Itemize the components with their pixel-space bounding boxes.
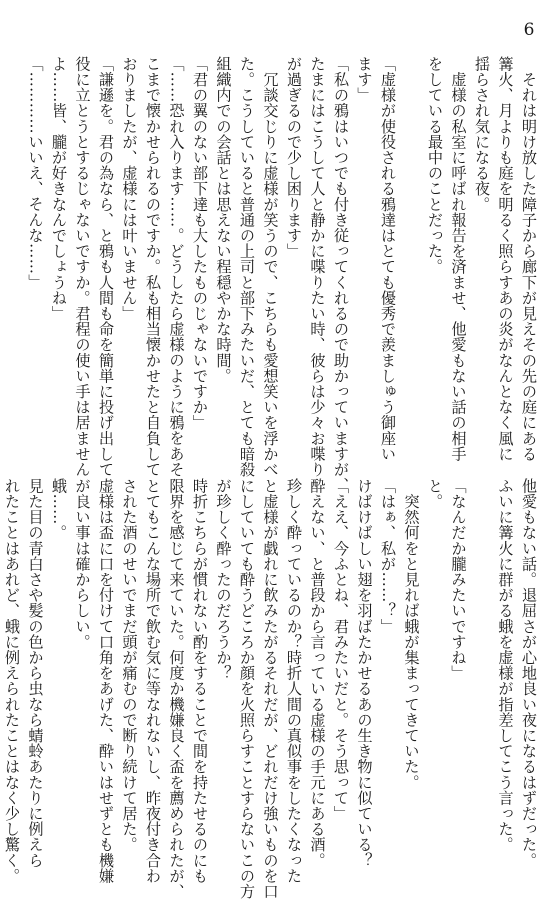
text-line: 役に立とうとするじゃないですか。君程の使い手は居ません bbox=[73, 56, 92, 478]
text-line: 珍しく酔っているのか？時折人間の真似事をしたくなった bbox=[285, 478, 303, 884]
text-line: をしている最中のことだった。 bbox=[426, 56, 444, 275]
text-line bbox=[470, 478, 494, 878]
text-line: 虚様の私室に呼ばれ報告を済ませ、他愛もない話の相手 bbox=[449, 56, 468, 462]
text-line: れたことはあれど、蛾に例えられたことはなく少し驚く。 bbox=[3, 478, 21, 884]
text-line: ます」 bbox=[355, 56, 374, 103]
text-line: 「なんだか朧みたいですね」 bbox=[449, 478, 468, 681]
text-line: 「…………いいえ、そんな……」 bbox=[26, 56, 45, 290]
text-line: 「虚様が使役される鴉達はとても優秀で羨ましゅう御座い bbox=[379, 56, 397, 462]
page-number: 6 bbox=[523, 20, 535, 40]
text-line: よ……皆、朧が好きなんでしょうね」 bbox=[50, 56, 68, 322]
text-line: 「はぁ、私が……？」 bbox=[379, 478, 397, 634]
text-line: おりましたが、虚様には叶いません」 bbox=[120, 56, 139, 322]
text-line: 限界を感じて来ていた。何度か機嫌良く盃を薦められたが、 bbox=[167, 478, 186, 900]
text-line: た。こうしていると普通の上司と部下みたいだ、とても暗殺 bbox=[238, 56, 256, 478]
text-line: こまで懐かせられるのですか。私も相当懐かせたと自負して bbox=[144, 56, 162, 478]
text-line: 「君の翼のない部下達も大したものじゃないですか」 bbox=[191, 56, 209, 431]
text-line: 「私の鴉はいつでも付き従ってくれるので助かっていますが、 bbox=[332, 56, 350, 493]
text-line: 「……恐れ入ります……。どうしたら虚様のように鴉をあそ bbox=[167, 56, 186, 478]
text-line: 他愛もない話。退屈さが心地良い夜になるはずだった。 bbox=[520, 478, 538, 868]
text-line: たまにはこうして人と静かに喋りたい時、彼らは少々お喋り bbox=[308, 56, 327, 478]
text-line: が過ぎるので少し困ります」 bbox=[285, 56, 303, 259]
text-line: 酔えない、と普段から言っている虚様の手元にある酒。 bbox=[308, 478, 327, 868]
text-line: と。 bbox=[426, 478, 444, 510]
text-line: 組織内での会話とは思えない程穏やかな時間。 bbox=[214, 56, 233, 384]
text-line: 揺らされ気になる夜。 bbox=[473, 56, 491, 212]
text-block-bottom bbox=[0, 478, 540, 900]
text-line: 虚様は盃に口を付けて口角をあげた、酔いはせずとも機嫌 bbox=[97, 478, 115, 884]
text-line: 篝火、月よりも庭を明るく照らすあの炎がなんとなく風に bbox=[496, 56, 515, 462]
text-line: された酒のせいでまだ頭が痛むので断り続けて居た。 bbox=[120, 478, 139, 853]
text-block-top bbox=[23, 56, 540, 493]
text-line: が良い事は確からしい。 bbox=[73, 478, 92, 650]
text-line: 時折こちらが慣れない酌をすることで間を持たせるのにも bbox=[191, 478, 209, 884]
text-line: 突然何をと見れば蛾が集まってきていた。 bbox=[402, 478, 421, 790]
text-line: ふいに篝火に群がる蛾を虚様が指差してこう言った。 bbox=[496, 478, 515, 853]
text-line: 冗談交じりに虚様が笑うので、こちらも愛想笑いを浮かべ bbox=[261, 56, 280, 478]
text-line: 見た目の青白さや髪の色から虫なら蜻蛉あたりに例えら bbox=[26, 478, 45, 868]
text-line: とてもこんな場所で飲む気に等なれないし、昨夜付き合わ bbox=[144, 478, 162, 884]
text-line: 「謙遜を。君の為なら、と鴉も人間も命を簡単に投げ出して bbox=[97, 56, 115, 478]
text-line: が珍しく酔ったのだろうか？ bbox=[214, 478, 233, 681]
text-line: 蛾……。 bbox=[50, 478, 68, 541]
text-line: 「ええ、今ふとね、君みたいだと。そう思って」 bbox=[332, 478, 350, 822]
text-line bbox=[399, 56, 423, 416]
text-line: けばけばしい翅を羽ばたかせるあの生き物に似ている？ bbox=[355, 478, 374, 868]
text-line: それは明け放した障子から廊下が見えその先の庭にある bbox=[520, 56, 538, 462]
text-line: と虚様が戯れに飲みたがるそれだが、どれだけ強いものを口 bbox=[261, 478, 280, 900]
text-line: にしていても酔うどころか顔を火照らすことすらないこの方 bbox=[238, 478, 256, 900]
